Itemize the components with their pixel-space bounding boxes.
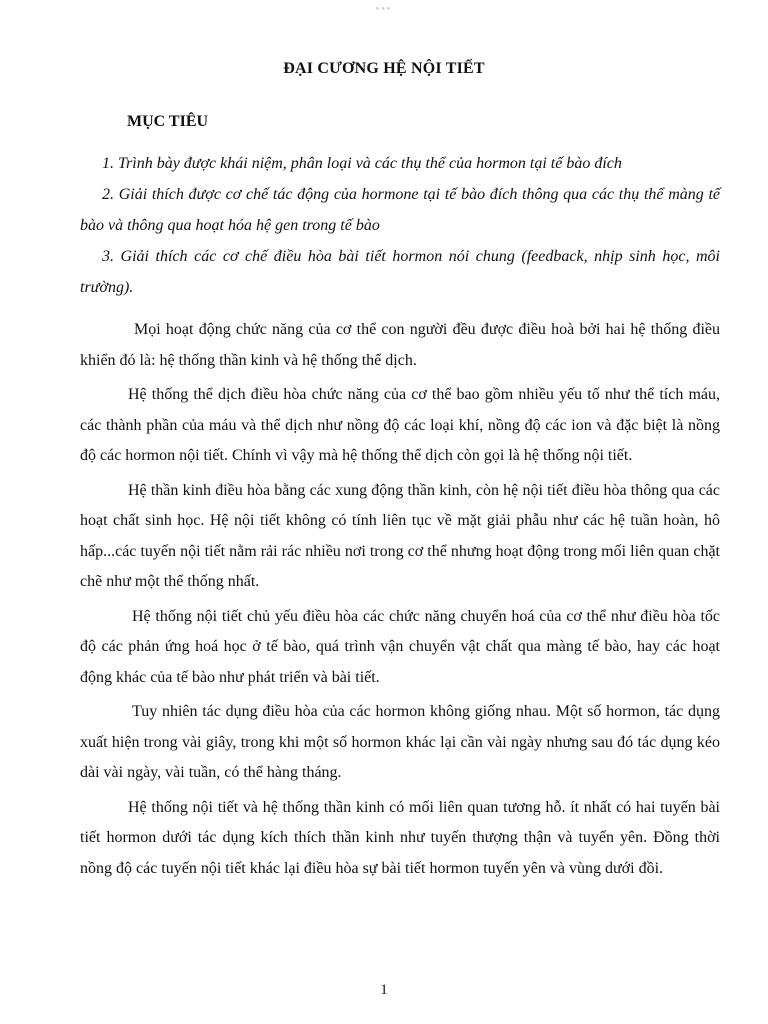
window-grip-dots: ••• <box>375 4 393 15</box>
paragraph-4: Hệ thống nội tiết chủ yếu điều hòa các chức năng chuyển hoá của cơ thể như điều hòa tốc độ các phản ứng hoá học ở tế bào, quá trình vận chuyển vật chất qua màng tế bào, hay các hoạt động khác của tế bào như phát triển và bài tiết. <box>80 607 720 686</box>
paragraph-6: Hệ thống nội tiết và hệ thống thần kinh có mối liên quan tương hỗ. ít nhất có hai tuyến bài tiết hormon dưới tác dụng kích thích thần kinh như tuyến thượng thận và tuyến yên. Đồng thời nồng độ các tuyến nội tiết khác lại điều hòa sự bài tiết hormon tuyến yên và vùng dưới đồi. <box>80 798 720 877</box>
paragraph-3: Hệ thần kinh điều hòa bằng các xung động thần kinh, còn hệ nội tiết điều hòa thông qua các hoạt chất sinh học. Hệ nội tiết không có tính liên tục về mặt giải phẫu như các hệ tuần hoàn, hô hấp...các tuyến nội tiết nằm rải rác nhiều nơi trong cơ thể nhưng hoạt động trong mối liên quan chặt chẽ như một thể thống nhất. <box>80 481 720 590</box>
body-text <box>80 315 720 888</box>
objective-item-1: 1. Trình bày được khái niệm, phân loại và các thụ thể của hormon tại tế bào đích <box>102 155 622 172</box>
section-heading-objectives: MỤC TIÊU <box>127 113 209 130</box>
paragraph-2: Hệ thống thể dịch điều hòa chức năng của cơ thể bao gồm nhiều yếu tố như thể tích máu, các thành phần của máu và thể dịch như nồng độ các loại khí, nồng độ các ion và đặc biệt là nồng độ các hormon nội tiết. Chính vì vậy mà hệ thống thể dịch còn gọi là hệ thống nội tiết. <box>80 386 720 464</box>
page-number: 1 <box>380 982 388 998</box>
objective-item-2: 2. Giải thích được cơ chế tác động của hormone tại tế bào đích thông qua các thụ thể màng tế bào và thông qua hoạt hóa hệ gen trong tế bào <box>80 186 720 234</box>
paragraph-1: Mọi hoạt động chức năng của cơ thể con người đều được điều hoà bởi hai hệ thống điều khiển đó là: hệ thống thần kinh và hệ thống thể dịch. <box>80 321 720 369</box>
objective-item-3: 3. Giải thích các cơ chế điều hòa bài tiết hormon nói chung (feedback, nhịp sinh học, môi trường). <box>80 248 720 296</box>
page-title: ĐẠI CƯƠNG HỆ NỘI TIẾT <box>283 60 485 77</box>
paragraph-5: Tuy nhiên tác dụng điều hòa của các hormon không giống nhau. Một số hormon, tác dụng xuất hiện trong vài giây, trong khi một số hormon khác lại cần vài ngày nhưng sau đó tác dụng kéo dài vài ngày, vài tuần, có thể hàng tháng. <box>80 703 720 781</box>
objectives-list <box>80 148 720 303</box>
